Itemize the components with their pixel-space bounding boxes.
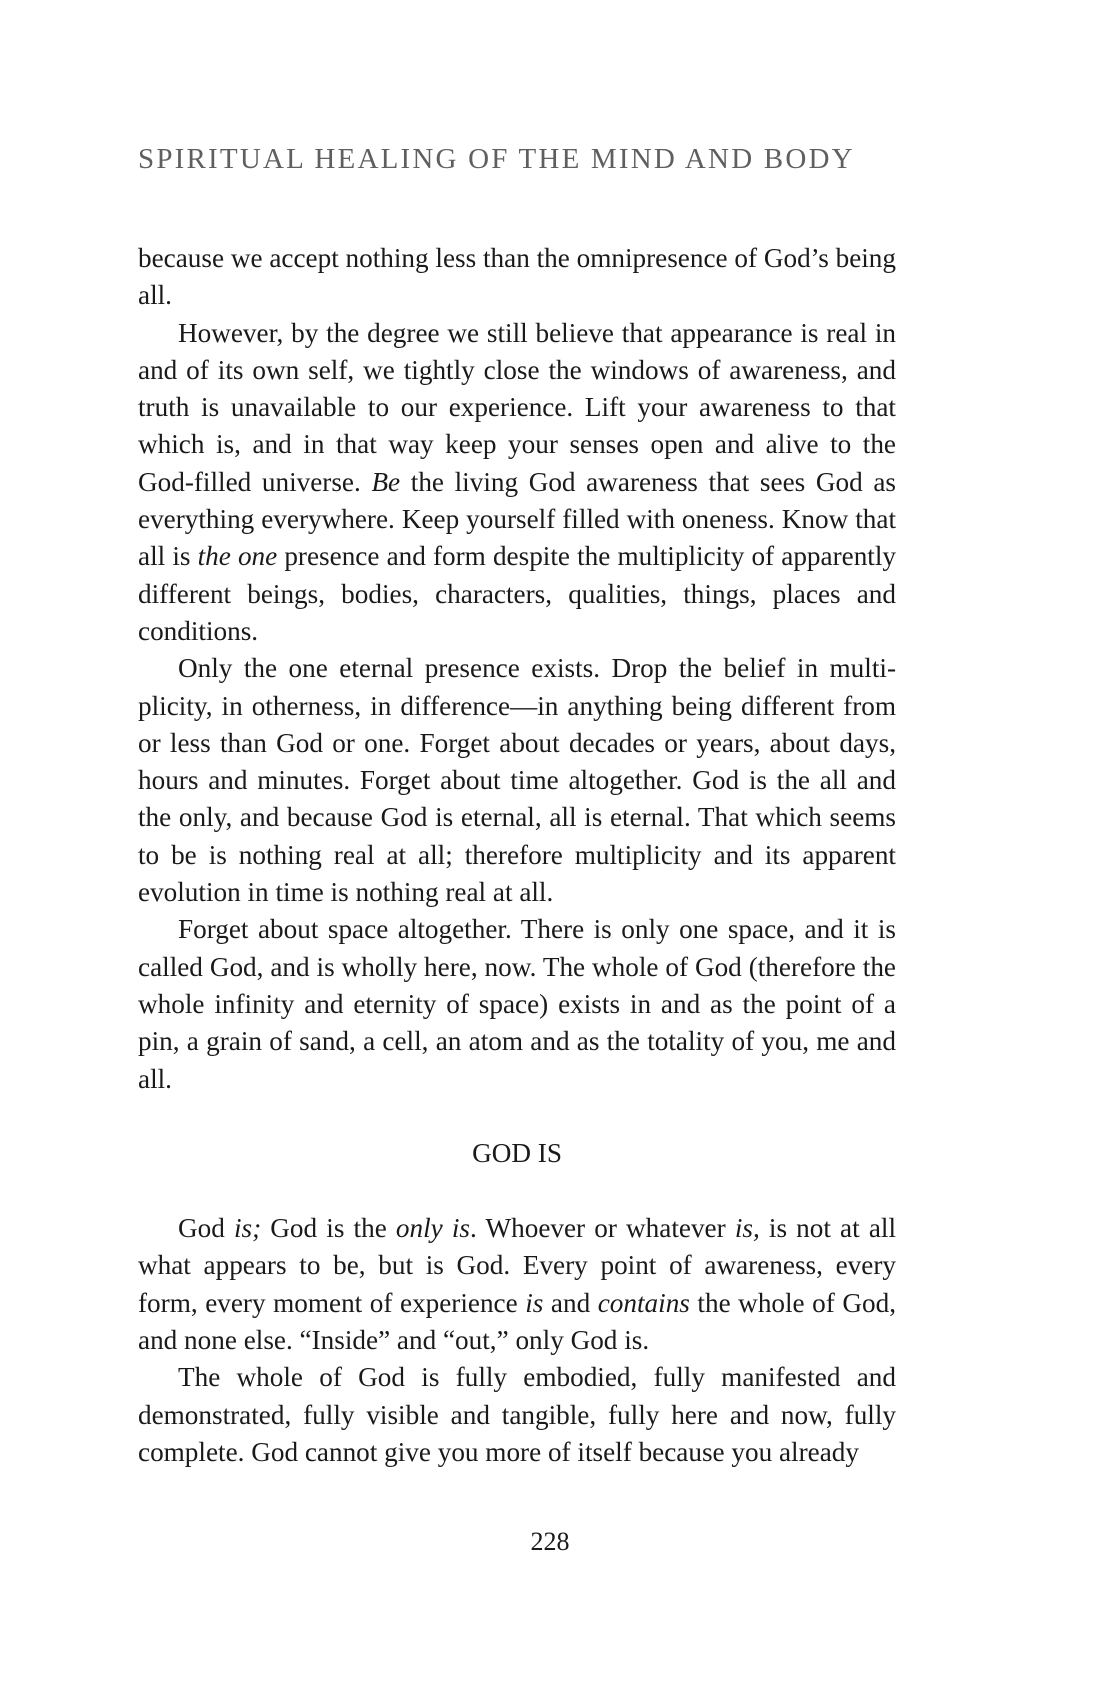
text-run: because we accept nothing less than the omnipresence of God’s being all. <box>138 243 896 311</box>
text-run: God is the <box>261 1213 396 1244</box>
page-number: 228 <box>530 1527 570 1556</box>
text-run: and <box>543 1287 598 1318</box>
paragraph <box>138 650 896 911</box>
text-run: Forget about space altogether. There is only one space, and it is called God, and is wholly here, now. The whole of God (therefore the whole infinity and eternity of space) exists in and as the point of a pin, a grain of sand, a cell, an atom and as the totality of you, me and all. <box>138 914 896 1094</box>
body-text <box>138 240 896 1471</box>
main-paragraphs <box>138 240 896 1098</box>
paragraph <box>138 315 896 651</box>
paragraph <box>138 1359 896 1471</box>
running-head: SPIRITUAL HEALING OF THE MIND AND BODY <box>138 143 855 175</box>
text-run: the whole of God, and none else. “Inside” and “out,” only God is. <box>138 1287 896 1356</box>
text-run: the living God awareness that sees God as everything everywhere. Keep yourself filled with oneness. Know that all is <box>138 466 896 572</box>
paragraph <box>138 1210 896 1359</box>
text-run: The whole of God is fully embodied, fully manifested and demonstrated, fully visible and tangible, fully here and now, fully complete. God cannot give you more of itself because you already <box>138 1362 896 1467</box>
text-run: is not at all what appears to be, but is God. Every point of awareness, every form, every moment of experience <box>138 1213 897 1318</box>
paragraph <box>138 240 896 315</box>
section-heading: GOD IS <box>472 1137 562 1168</box>
text-run: However, by the degree we still believe that appearance is real in and of its own self, we tightly close the windows of awareness, and truth is unavailable to our experience. Lift your awareness to that which is, and in that way keep your senses open and alive to the God-filled universe. <box>138 317 896 497</box>
text-run: God <box>178 1213 234 1244</box>
section-paragraphs <box>138 1210 896 1471</box>
italic-text: Be <box>371 466 401 497</box>
italic-text: is <box>525 1287 544 1318</box>
text-run: presence and form despite the multiplicity of apparently different beings, bodies, characters, qualities, things, places and conditions. <box>138 541 896 646</box>
italic-text: is, <box>734 1213 760 1244</box>
text-run: Only the one eternal presence exists. Drop the belief in multiplicity, in otherness, in difference—in anything being different from or less than God or one. Forget about decades or years, about days, hours and minutes. Forget about time altogether. God is the all and the only, and because God is eternal, all is eternal. That which seems to be is nothing real at all; therefore multiplicity and its apparent evolution in time is nothing real at all. <box>138 653 896 908</box>
italic-text: is; <box>233 1213 262 1244</box>
paragraph <box>138 911 896 1097</box>
italic-text: the one <box>197 541 278 572</box>
italic-text: contains <box>597 1287 690 1318</box>
italic-text: only is <box>395 1213 471 1244</box>
text-run: . Whoever or whatever <box>470 1213 735 1244</box>
